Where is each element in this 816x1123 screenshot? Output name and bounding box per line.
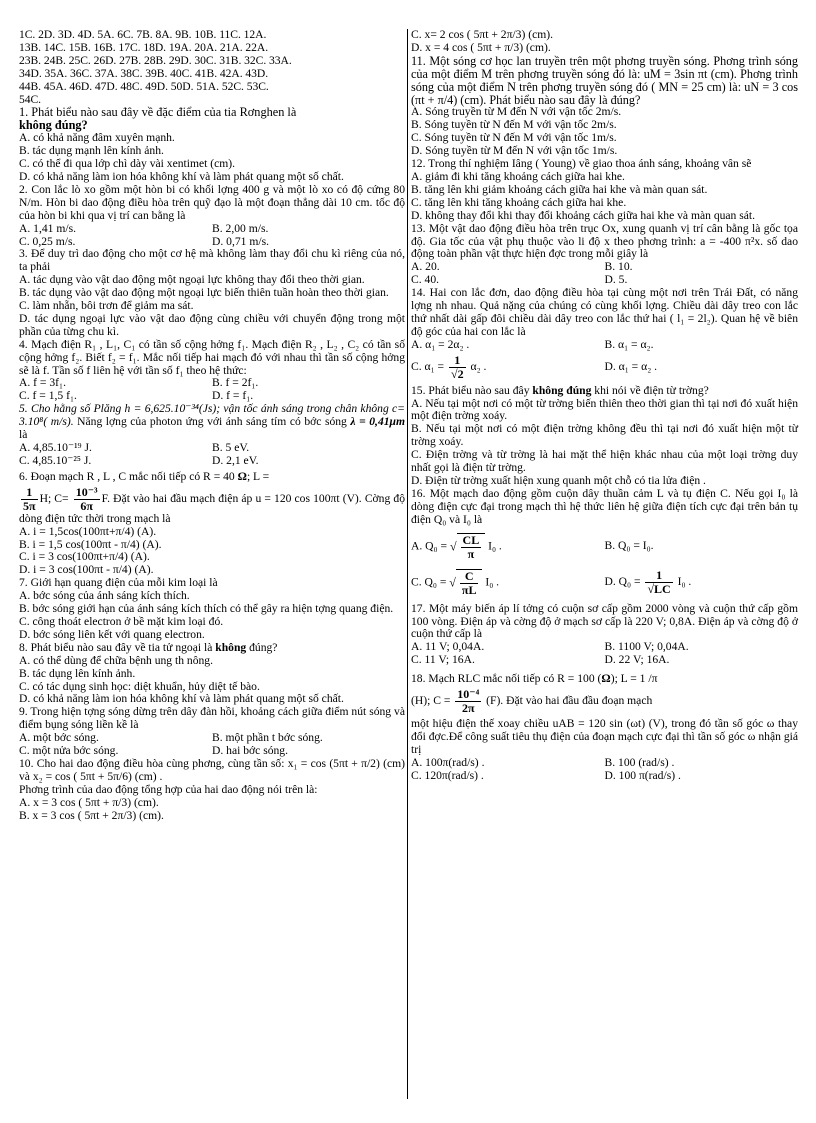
- option-c: C. làm nhẵn, bôi trơn để giảm ma sát.: [19, 299, 194, 313]
- question-8: [19, 642, 405, 707]
- question-stem: 10. Cho hai dao động điều hòa cùng phơng, cùng tần số: x₁ = cos (5πt + π/2) (cm) và x₂ = cos ( 5πt + 5π/6) (cm) .: [19, 756, 405, 783]
- question-stem: 7. Giới hạn quang điện của mỗi kim loại là: [19, 576, 218, 590]
- question-stem: 6. Đoạn mạch R , L , C mắc nối tiếp có R = 40: [19, 469, 235, 483]
- question-18: [411, 673, 798, 782]
- option-d: D. x = 4 cos ( 5πt + π/3) (cm).: [411, 40, 551, 54]
- question-13: [411, 223, 798, 288]
- option-d: D. Sóng tuyền từ M đến N với vận tốc 1m/s.: [411, 144, 618, 158]
- question-3: [19, 248, 405, 338]
- option-c: C. 11 V; 16A.: [411, 653, 475, 667]
- option-a: A. 100π(rad/s) .: [411, 755, 485, 769]
- question-stem: 11. Một sóng cơ học lan truyền trên một phơng truyền sóng. Phơng trình sóng của một điểm M trên phơng truyền sóng đó là: uM = 3sin πt (cm). Phơng trình sóng của một điểm N trên phơng truyền sóng đó ( MN = 25 cm) là: uN = 3 cos (πt + π/4) (cm). Phát biểu nào sau đây là đúng?: [411, 53, 798, 107]
- option-a: A. 4,85.10⁻¹⁹ J.: [19, 441, 92, 454]
- option-c: C. có thể đi qua lớp chì dày vài xentimet (cm).: [19, 157, 236, 171]
- question-10-continued: [411, 29, 798, 55]
- question-14: [411, 287, 798, 381]
- question-stem-end: đúng?: [246, 640, 278, 654]
- answer-key-line: 34D. 35A. 36C. 37A. 38C. 39B. 40C. 41B. 42A. 43D.: [19, 66, 269, 80]
- question-stem: 2. Con lắc lò xo gồm một hòn bi có khối lợng 400 g và một lò xo có độ cứng 80 N/m. Hòn bi dao động điều hòa trên quỹ đạo là một đoạn thẳng dài 10 cm. tốc độ của hòn bi khi qua vị trí can bằng là: [19, 182, 405, 222]
- question-12: [411, 158, 798, 223]
- option-c: C. 0,25 m/s.: [19, 234, 76, 248]
- option-b: B. tác dụng lên kính ảnh.: [19, 666, 136, 680]
- right-column: [411, 29, 798, 783]
- question-stem: 12. Trong thí nghiệm Iâng ( Young) về giao thoa ánh sáng, khoảng vân sẽ: [411, 157, 752, 171]
- question-stem: 16. Một mạch dao động gồm cuộn dây thuần cảm L và tụ điện C. Nếu gọi I₀ là dòng điện cực đại trong mạch thì hệ thức liên hệ giữa điện tích cực đại trên bản tụ điện Q₀ và I₀ là: [411, 486, 798, 526]
- question-2: [19, 184, 405, 249]
- question-stem-end: khi nói về điện từ trờng?: [591, 383, 709, 397]
- option-d: D. Q₀ = $\frac{1}{√LC}$ I₀ .: [604, 568, 692, 597]
- option-c: C. Điện trờng và từ trờng là hai mặt thể hiện khác nhau của một loại trờng duy nhất gọi là điện từ trờng.: [411, 448, 798, 475]
- question-stem: Năng lợng của photon ứng với ánh sáng tím có bớc sóng: [73, 415, 347, 429]
- option-d: D. 0,71 m/s.: [212, 234, 270, 248]
- option-d: D. f = f₁.: [212, 389, 254, 403]
- answer-key-line: 44B. 45A. 46D. 47D. 48C. 49D. 50D. 51A. 52C. 53C.: [19, 79, 269, 93]
- inductance-fraction: $\frac{1}{5\pi}$: [23, 484, 36, 513]
- question-6: [19, 471, 405, 577]
- option-d: D. tác dụng ngoại lực vào vật dao động cùng chiều với chuyển động trong một phần của từng chu kì.: [19, 311, 405, 338]
- option-c: C. Q₀ = √ $\frac{C}{\pi L}$ I₀ .: [411, 568, 500, 597]
- option-b: B. Q₀ = I₀.: [604, 539, 654, 553]
- option-c: C. có tác dụng sinh học: diệt khuẩn, hủy diệt tế bào.: [19, 679, 260, 693]
- question-7: [19, 577, 405, 642]
- option-b: B. α₁ = α₂.: [604, 337, 654, 351]
- option-b: B. bớc sóng giới hạn của ánh sáng kích thích có thể gây ra hiện tợng quang điện.: [19, 602, 394, 616]
- option-d: D. 5.: [604, 273, 628, 287]
- question-stem-bold: không: [215, 640, 247, 654]
- option-d: D. hai bớc sóng.: [212, 744, 289, 758]
- option-b: B. một phần t bớc sóng.: [212, 731, 323, 745]
- option-a: A. có thể dùng để chữa bệnh ung th nông.: [19, 653, 213, 667]
- column-divider: [407, 29, 408, 1099]
- option-c: C. 40.: [411, 273, 440, 287]
- question-stem-italic: 5. Cho hằng số Plăng h = 6,625.10⁻³⁴(Js); vận tốc ánh sáng trong chân không c= 3.10⁸( m/s).: [19, 402, 405, 429]
- option-b: B. tác dụng mạnh lên kính ảnh.: [19, 144, 164, 158]
- question-11: [411, 55, 798, 158]
- option-c: C. tăng lên khi tăng khoảng cách giữa hai khe.: [411, 195, 627, 209]
- option-c: C. f = 1,5 f₁.: [19, 389, 77, 403]
- option-d: D. có khả năng làm ion hóa không khí và làm phát quang một số chất.: [19, 169, 344, 183]
- question-stem-end: là: [19, 428, 28, 442]
- option-c: C. 4,85.10⁻²⁵ J.: [19, 453, 92, 467]
- lambda-value: λ = 0,41μm: [350, 415, 405, 429]
- option-d: D. bớc sóng liên kết với quang electron.: [19, 627, 205, 641]
- option-a: A. giảm đi khi tăng khoảng cách giữa hai khe.: [411, 169, 625, 183]
- option-d: D. 2,1 eV.: [212, 453, 259, 467]
- answer-key-line: 23B. 24B. 25C. 26D. 27B. 28B. 29D. 30C. 31B. 32C. 33A.: [19, 53, 292, 67]
- option-c: C. i = 3 cos(100πt+π/4) (A).: [19, 550, 150, 564]
- left-column: [19, 29, 405, 822]
- question-10: [19, 758, 405, 823]
- capacitance-fraction: $\frac{\text{10⁻⁴}}{2\pi}$: [457, 687, 480, 716]
- option-a: A. Q₀ = √ $\frac{CL}{\pi}$ I₀ .: [411, 532, 502, 561]
- answer-key-line: 1C. 2D. 3D. 4D. 5A. 6C. 7B. 8A. 9B. 10B. 11C. 12A.: [19, 28, 267, 41]
- question-16: [411, 488, 798, 597]
- option-a: A. có khả năng đâm xuyên mạnh.: [19, 131, 175, 145]
- option-a: A. x = 3 cos ( 5πt + π/3) (cm).: [19, 795, 159, 809]
- option-a: A. Sóng truyền từ M đến N với vận tốc 2m/s.: [411, 105, 622, 119]
- option-d: D. 22 V; 16A.: [604, 653, 670, 667]
- omega-symbol: Ω: [601, 672, 611, 686]
- option-a: A. 1,41 m/s.: [19, 221, 77, 235]
- answer-key: [19, 29, 405, 106]
- option-d: D. 100 π(rad/s) .: [604, 768, 681, 782]
- option-c: C. α₁ = $\frac{1}{√2}$ α₂ .: [411, 352, 487, 381]
- option-a: A. 20.: [411, 260, 440, 274]
- question-stem: ; L =: [246, 469, 270, 483]
- option-a: A. bớc sóng của ánh sáng kích thích.: [19, 589, 190, 603]
- question-stem: H; C=: [39, 491, 69, 505]
- question-1: [19, 106, 405, 183]
- question-stem: 3. Để duy trì dao động cho một cơ hệ mà không làm thay đổi chu kì riêng của nó, ta phải: [19, 247, 405, 274]
- answer-key-line: 54C.: [19, 92, 42, 106]
- option-b: B. x = 3 cos ( 5πt + 2π/3) (cm).: [19, 808, 164, 822]
- question-stem: Phơng trình của dao động tổng hợp của hai dao động nói trên là:: [19, 782, 318, 796]
- question-stem: 4. Mạch điện R₁ , L₁, C₁ có tần số cộng hởng f₁. Mạch điện R₂ , L₂ , C₂ có tần số cộng hởng f₂. Biết f₂ = f₁. Mắc nối tiếp hai mạch đó với nhau thì tần số cộng hởng sẽ là f. Tần số f liên hệ với tần số f₁ theo hệ thức:: [19, 337, 405, 377]
- option-a: A. Nếu tại một nơi có một từ trờng biến thiên theo thời gian thì tại nơi đó xuất hiện một điện trờng xoáy.: [411, 396, 798, 423]
- option-c: C. Sóng tuyền từ N đến M với vận tốc 1m/s.: [411, 131, 617, 145]
- option-a: A. i = 1,5cos(100πt+π/4) (A).: [19, 524, 157, 538]
- option-b: B. 100 (rad/s) .: [604, 755, 675, 769]
- option-a: A. tác dụng vào vật dao động một ngoại lực không thay đổi theo thời gian.: [19, 273, 365, 287]
- option-c: C. 120π(rad/s) .: [411, 768, 484, 782]
- option-d: D. α₁ = α₂ .: [604, 359, 658, 373]
- question-stem: 15. Phát biểu nào sau đây: [411, 383, 530, 397]
- omega-symbol: Ω: [237, 469, 247, 483]
- option-d: D. Điện từ trờng xuất hiện xung quanh một chỗ có tia lửa điện .: [411, 474, 706, 487]
- question-stem: 8. Phát biểu nào sau đây về tia tử ngoại là: [19, 640, 213, 654]
- option-c: C. công thoát electron ở bề mặt kim loại đó.: [19, 614, 224, 628]
- question-5: [19, 403, 405, 468]
- question-stem: 14. Hai con lắc đơn, dao động điều hòa tại cùng một nơi trên Trái Đất, có năng lợng nh nhau. Quả nặng của chúng có cùng khối lợng. Chiều dài dây treo con lắc thứ nhất dài gấp đôi chiều dài dây treo con lắc thứ hai ( l₁ = 2l₂). Quan hệ về biên độ góc của hai con lắc là: [411, 286, 798, 338]
- option-b: B. i = 1,5 cos(100πt - π/4) (A).: [19, 537, 162, 551]
- option-a: A. 11 V; 0,04A.: [411, 640, 485, 654]
- option-b: B. 1100 V; 0,04A.: [604, 640, 689, 654]
- option-b: B. f = 2f₁.: [212, 376, 259, 390]
- option-b: B. Nếu tại một nơi có một điện trờng không đều thì tại nơi đó xuất hiện một từ trờng xoáy.: [411, 422, 798, 449]
- option-a: A. α₁ = 2α₂ .: [411, 337, 470, 351]
- question-stem-bold: không đúng?: [19, 118, 88, 133]
- question-stem: 17. Một máy biến áp lí tởng có cuộn sơ cấp gồm 2000 vòng và cuộn thứ cấp gồm 100 vòng. Điện áp và cờng độ ở mạch sơ cấp là 220 V; 0,8A. Điện áp và cờng độ ở cuộn thứ cấp là: [411, 601, 798, 641]
- option-a: A. một bớc sóng.: [19, 731, 99, 745]
- question-9: [19, 706, 405, 758]
- option-c: C. x= 2 cos ( 5πt + 2π/3) (cm).: [411, 28, 553, 41]
- question-stem: 13. Một vật dao động điều hòa trên trục Ox, xung quanh vị trí cân bằng là gốc tọa độ. Gia tốc của vật phụ thuộc vào li độ x theo phơng trình: a = -400 π²x. số dao động toàn phần vật thực hiện đợc trong mỗi giây là: [411, 221, 798, 261]
- answer-key-line: 13B. 14C. 15B. 16B. 17C. 18D. 19A. 20A. 21A. 22A.: [19, 40, 269, 54]
- option-b: B. 10.: [604, 260, 633, 274]
- option-b: B. 5 eV.: [212, 441, 250, 454]
- question-stem: 1. Phát biểu nào sau đây về đặc điểm của tia Rơnghen là: [19, 105, 297, 120]
- option-b: B. tác dụng vào vật dao động một ngoại lực biến thiên tuần hoàn theo thời gian.: [19, 286, 389, 300]
- question-4: [19, 339, 405, 404]
- question-stem: ); L = 1 /π: [610, 672, 658, 686]
- option-c: C. một nửa bớc sóng.: [19, 744, 119, 758]
- question-stem-bold: không đúng: [532, 383, 592, 397]
- option-a: A. f = 3f₁.: [19, 376, 66, 390]
- option-b: B. Sóng tuyền từ N đến M với vận tốc 2m/s.: [411, 118, 617, 132]
- question-stem: 18. Mạch RLC mắc nối tiếp có R = 100 (: [411, 672, 602, 686]
- option-b: B. tăng lên khi giảm khoảng cách giữa hai khe và màn quan sát.: [411, 182, 708, 196]
- question-stem: (F). Đặt vào hai đầu đầu đoạn mạch: [486, 694, 653, 708]
- question-stem: 9. Trong hiện tợng sóng dừng trên dây đàn hồi, khoảng cách giữa điểm nút sóng và điểm bụng sóng liền kề là: [19, 705, 405, 732]
- question-stem: (H); C =: [411, 694, 451, 708]
- question-stem: một hiệu điện thế xoay chiều uAB = 120 sin (ωt) (V), trong đó tần số góc ω thay đổi đợc.Để công suất tiêu thụ điện của đoạn mạch cực đại thì tần số góc ω nhận giá trị: [411, 717, 798, 756]
- question-stem: F. Đặt vào hai đầu mạch điện áp u = 120 cos 100πt (V). Cờng độ dòng điện tức thời trong mạch là: [19, 491, 405, 525]
- option-b: B. 2,00 m/s.: [212, 221, 269, 235]
- option-d: D. không thay đổi khi thay đổi khoảng cách giữa hai khe và màn quan sát.: [411, 208, 756, 222]
- option-d: D. i = 3 cos(100πt - π/4) (A).: [19, 563, 154, 577]
- question-17: [411, 603, 798, 668]
- question-15: [411, 385, 798, 488]
- capacitance-fraction: $\frac{\text{10⁻³}}{6\pi}$: [75, 484, 98, 513]
- option-d: D. có khả năng làm ion hóa không khí và làm phát quang một số chất.: [19, 692, 344, 706]
